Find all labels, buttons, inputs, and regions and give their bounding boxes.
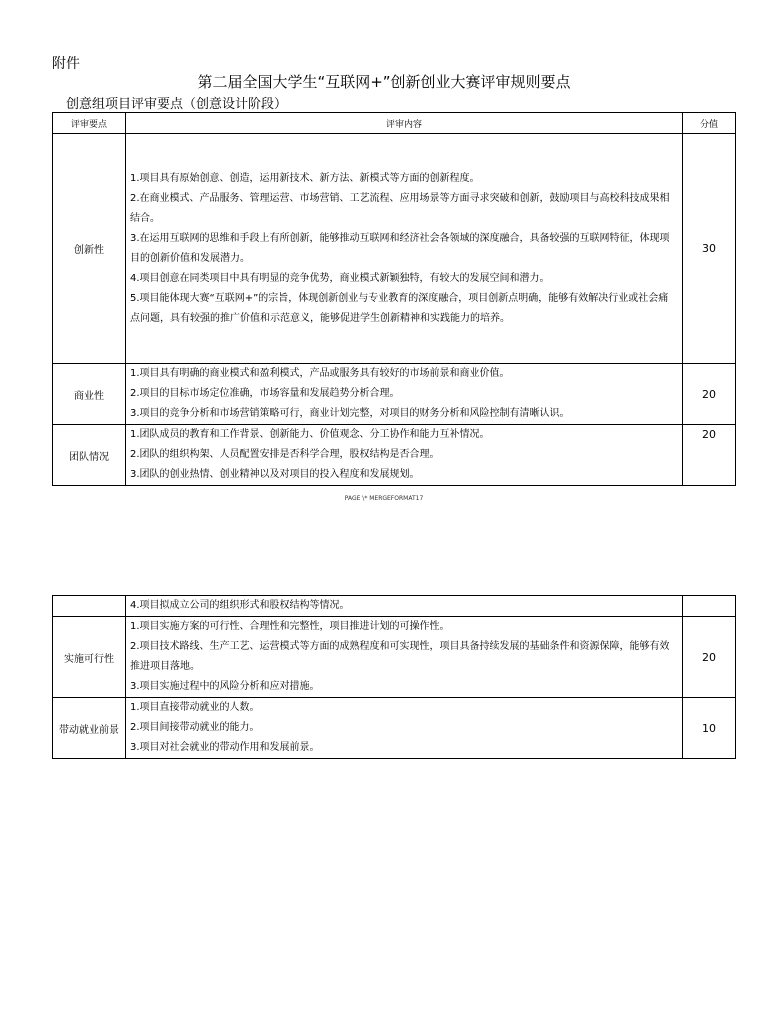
document-subtitle: 创意组项目评审要点（创意设计阶段） — [66, 97, 288, 112]
list-item: 2.团队的组织构架、人员配置安排是否科学合理，股权结构是否合理。 — [130, 449, 440, 460]
table-row — [53, 617, 736, 698]
page-footer: PAGE \* MERGEFORMAT17 — [344, 495, 424, 502]
row-items — [126, 617, 683, 698]
header-criteria: 评审要点 — [53, 113, 126, 134]
header-content: 评审内容 — [126, 113, 683, 134]
row-score: 20 — [683, 364, 736, 425]
row-score-empty — [683, 596, 736, 617]
list-item: 2.项目技术路线、生产工艺、运营模式等方面的成熟程度和可实现性，项目具备持续发展的基础条件和资源保障，能够有效推进项目落地。 — [130, 641, 670, 672]
criteria-table-page2 — [52, 595, 736, 759]
row-items — [126, 134, 683, 364]
list-item: 2.在商业模式、产品服务、管理运营、市场营销、工艺流程、应用场景等方面寻求突破和创新，鼓励项目与高校科技成果相结合。 — [130, 192, 670, 224]
row-label: 创新性 — [53, 134, 126, 364]
row-score: 30 — [683, 134, 736, 364]
table-row — [53, 698, 736, 759]
list-item: 4.项目拟成立公司的组织形式和股权结构等情况。 — [130, 600, 350, 611]
row-items — [126, 596, 683, 617]
header-score: 分值 — [683, 113, 736, 134]
list-item: 1.项目具有明确的商业模式和盈利模式，产品或服务具有较好的市场前景和商业价值。 — [130, 368, 510, 379]
list-item: 4.项目创意在同类项目中具有明显的竞争优势，商业模式新颖独特，有较大的发展空间和潜力。 — [130, 272, 550, 284]
attachment-label: 附件 — [52, 56, 80, 72]
criteria-table-page1 — [52, 112, 736, 486]
row-label: 商业性 — [53, 364, 126, 425]
row-score: 20 — [683, 617, 736, 698]
list-item: 2.项目的目标市场定位准确，市场容量和发展趋势分析合理。 — [130, 388, 400, 399]
row-items — [126, 698, 683, 759]
table-row — [53, 364, 736, 425]
row-score: 20 — [683, 425, 736, 486]
list-item: 1.项目直接带动就业的人数。 — [130, 702, 260, 713]
list-item: 1.团队成员的教育和工作背景、创新能力、价值观念、分工协作和能力互补情况。 — [130, 429, 490, 440]
row-score: 10 — [683, 698, 736, 759]
table-header-row — [53, 113, 736, 134]
list-item: 3.项目实施过程中的风险分析和应对措施。 — [130, 681, 320, 692]
document-title: 第二届全国大学生“互联网+”创新创业大赛评审规则要点 — [197, 73, 571, 91]
row-items — [126, 364, 683, 425]
list-item: 1.项目具有原始创意、创造，运用新技术、新方法、新模式等方面的创新程度。 — [130, 172, 480, 184]
row-label: 团队情况 — [53, 425, 126, 486]
table-row — [53, 425, 736, 486]
list-item: 5.项目能体现大赛“互联网+”的宗旨，体现创新创业与专业教育的深度融合，项目创新点明确，能够有效解决行业或社会痛点问题，具有较强的推广价值和示范意义，能够促进学生创新精神和实践能力的培养。 — [130, 292, 669, 324]
row-label: 实施可行性 — [53, 617, 126, 698]
list-item: 1.项目实施方案的可行性、合理性和完整性，项目推进计划的可操作性。 — [130, 621, 450, 632]
list-item: 3.团队的创业热情、创业精神以及对项目的投入程度和发展规划。 — [130, 469, 420, 480]
table-row — [53, 596, 736, 617]
list-item: 3.项目对社会就业的带动作用和发展前景。 — [130, 742, 320, 753]
row-items — [126, 425, 683, 486]
list-item: 2.项目间接带动就业的能力。 — [130, 722, 260, 733]
row-label-empty — [53, 596, 126, 617]
list-item: 3.项目的竞争分析和市场营销策略可行，商业计划完整，对项目的财务分析和风险控制有清晰认识。 — [130, 408, 570, 419]
row-label: 带动就业前景 — [53, 698, 126, 759]
table-row — [53, 134, 736, 364]
list-item: 3.在运用互联网的思维和手段上有所创新，能够推动互联网和经济社会各领域的深度融合，具备较强的互联网特征，体现项目的创新价值和发展潜力。 — [130, 232, 670, 264]
